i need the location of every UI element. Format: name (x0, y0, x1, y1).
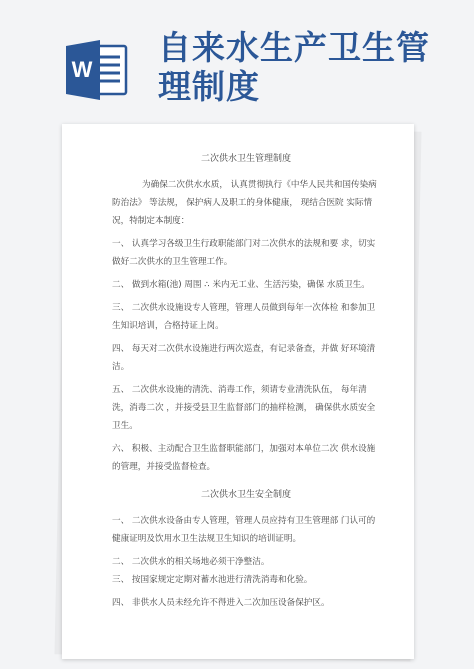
list-item: 三、 二次供水设施设专人管理，管理人员做到每年一次体检 和参加卫生知识培训，合格持证上岗。 (112, 303, 376, 331)
list-item: 五、 二次供水设施的清洗、消毒工作，须请专业清洗队伍， 每年清洗，消毒二次 ，并接受县卫生监督部门的抽样检测， 确保供水质安全卫生。 (112, 385, 376, 431)
document-page (62, 124, 414, 659)
intro-paragraph: 为确保二次供水水质， 认真贯彻执行《中华人民共和国传染病 防治法》 等法规， 保护病人及职工的身体健康， 现结合医院 实际情况，特制定本制度： (112, 180, 377, 226)
list-item: 一、 二次供水设备由专人管理，管理人员应持有卫生管理部 门认可的健康证明及饮用水卫生法规卫生知识的培训证明。 (112, 516, 376, 544)
list-item: 一、 认真学习各级卫生行政职能部门对二次供水的法规和要 求，切实做好二次供水的卫生管理工作。 (112, 239, 376, 267)
document-body (112, 146, 380, 612)
list-item: 六、 积极、主动配合卫生监督职能部门，加强对本单位二次 供水设施的管理，并接受监督检查。 (112, 444, 376, 472)
list-item: 二、 二次供水的相关场地必须干净整洁。 (112, 557, 270, 567)
list-item: 四、 非供水人员未经允许不得进入二次加压设备保护区。 (112, 598, 330, 608)
svg-text:W: W (71, 57, 93, 82)
list-item: 三、 按国家规定定期对蓄水池进行清洗消毒和化验。 (112, 575, 313, 585)
header (0, 0, 474, 118)
page-title: 自来水生产卫生管理制度 (158, 28, 430, 106)
section-heading-1: 二次供水卫生管理制度 (200, 154, 291, 164)
list-item: 二、 做到水箱(池) 周围 ∴ 米内无工业、生活污染，确保 水质卫生。 (112, 280, 370, 290)
word-document-icon (64, 37, 130, 103)
section-heading-2: 二次供水卫生安全制度 (200, 490, 291, 500)
list-item: 四、 每天对二次供水设施进行两次巡查，有记录备查，并做 好环境清洁。 (112, 344, 376, 372)
